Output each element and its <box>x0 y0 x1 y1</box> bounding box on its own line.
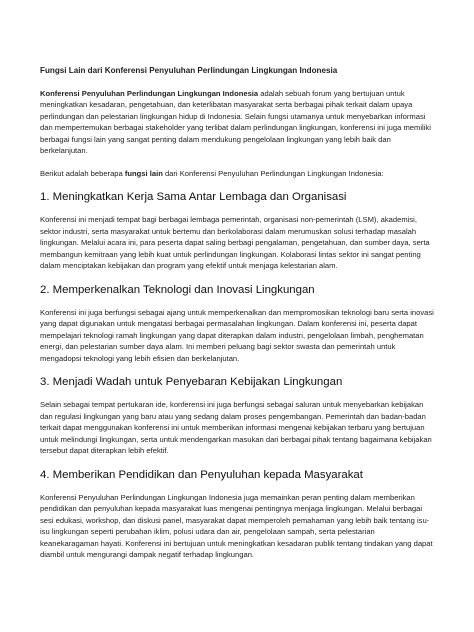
section-body-4: Konferensi Penyuluhan Perlindungan Lingkungan Indonesia juga memainkan peran penting dalam memberikan pendidikan dan penyuluhan kepada masyarakat luas mengenai pentingnya menjaga lingkungan. Melalui berbagai sesi edukasi, workshop, dan diskusi panel, masyarakat dapat memperoleh pemahaman yang lebih baik tentang isu-isu lingkungan seperti perubahan iklim, polusi udara dan air, pengelolaan sampah, serta pelestarian keanekaragaman hayati. Konferensi ini bertujuan untuk meningkatkan kesadaran publik tentang tindakan yang dapat diambil untuk mengurangi dampak negatif terhadap lingkungan. <box>40 492 433 560</box>
lead-bold-term: fungsi lain <box>124 168 163 178</box>
section-body-1: Konferensi ini menjadi tempat bagi berbagai lembaga pemerintah, organisasi non-pemerintah (LSM), akademisi, sektor industri, serta masyarakat untuk bertemu dan berkolaborasi dalam merumuskan solusi terhadap masalah lingkungan. Melalui acara ini, para peserta dapat saling berbagi pengalaman, pengetahuan, dan sumber daya, serta membangun kemitraan yang lebih kuat untuk perlindungan lingkungan. Kolaborasi lintas sektor ini sangat penting dalam menciptakan kebijakan dan program yang efektif untuk menjaga kelestarian alam. <box>40 215 430 271</box>
intro-text: adalah sebuah forum yang bertujuan untuk meningkatkan kesadaran, pengetahuan, dan keterlibatan masyarakat serta berbagai pihak terkait dalam upaya perlindungan dan pelestarian lingkungan hidup di Indonesia. Selain fungsi utamanya untuk menyebarkan informasi dan mempertemukan berbagai stakeholder yang terlibat dalam perlindungan lingkungan, konferensi ini juga memiliki berbagai fungsi lain yang sangat penting dalam mendukung pengelolaan lingkungan yang lebih baik dan berkelanjutan. <box>40 88 431 156</box>
section-body-3: Selain sebagai tempat pertukaran ide, konferensi ini juga berfungsi sebagai saluran untuk menyebarkan kebijakan dan regulasi lingkungan yang baru atau yang sedang dalam proses pengembangan. Pemerintah dan badan-badan terkait dapat menggunakan konferensi ini untuk memberikan informasi mengenai kebijakan terbaru yang bertujuan untuk melindungi lingkungan, serta untuk mendengarkan masukan dari berbagai pihak tentang bagaimana kebijakan tersebut dapat diterapkan lebih efektif. <box>40 400 432 456</box>
lead-paragraph <box>40 168 434 180</box>
section-heading-1: 1. Meningkatkan Kerja Sama Antar Lembaga dan Organisasi <box>40 191 347 204</box>
intro-paragraph <box>40 88 434 157</box>
section-heading-4: 4. Memberikan Pendidikan dan Penyuluhan kepada Masyarakat <box>40 468 363 481</box>
section-body-2: Konferensi ini juga berfungsi sebagai ajang untuk memperkenalkan dan mempromosikan teknologi baru serta inovasi yang dapat digunakan untuk mengatasi berbagai permasalahan lingkungan. Dalam konferensi ini, peserta dapat mempelajari teknologi ramah lingkungan yang dapat diterapkan dalam industri, pengelolaan limbah, penghematan energi, dan pelestarian sumber daya alam. Ini memberi peluang bagi sektor swasta dan pemerintah untuk mengadopsi teknologi yang lebih efisien dan berkelanjutan. <box>40 307 434 363</box>
section-heading-2: 2. Memperkenalkan Teknologi dan Inovasi Lingkungan <box>40 283 315 296</box>
lead-text-pre: Berikut adalah beberapa <box>40 168 125 178</box>
intro-bold-term: Konferensi Penyuluhan Perlindungan Lingkungan Indonesia <box>40 88 259 98</box>
lead-text-post: dari Konferensi Penyuluhan Perlindungan Lingkungan Indonesia: <box>162 168 384 178</box>
section-heading-3: 3. Menjadi Wadah untuk Penyebaran Kebijakan Lingkungan <box>40 376 343 389</box>
document-title: Fungsi Lain dari Konferensi Penyuluhan Perlindungan Lingkungan Indonesia <box>40 66 338 75</box>
